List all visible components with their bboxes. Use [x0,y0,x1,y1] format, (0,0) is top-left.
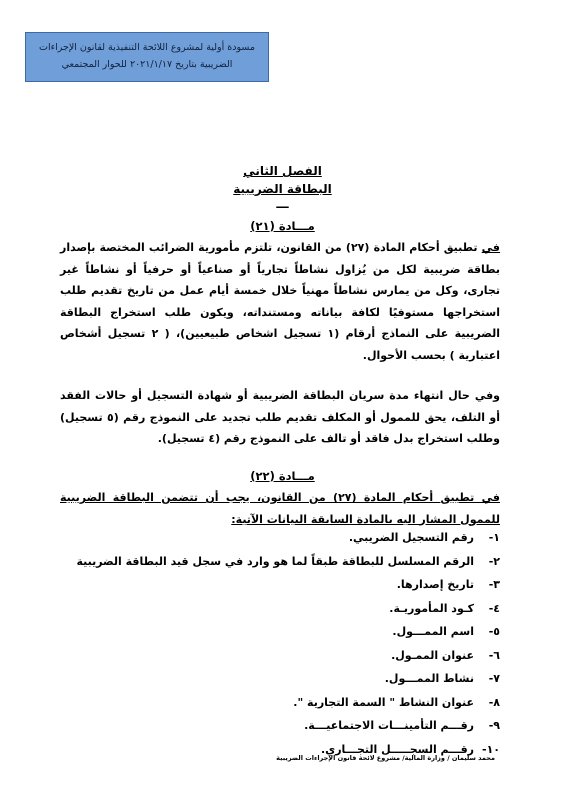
article-21-lead-word: في [481,241,501,254]
list-item [60,550,500,574]
list-item-text: نشاط الممـــول. [384,672,474,685]
list-item [60,620,500,644]
list-item-text: عنوان النشاط " السمة التجارية ". [293,695,474,709]
list-item [60,573,500,597]
list-item-text: رقـــم السجـــــل التجـــاري. [320,742,474,756]
draft-notice-line-1: مسودة أولية لمشروع اللائحة التنفيذية لقانون الإجراءات [39,42,255,53]
chapter-heading [0,162,565,210]
chapter-title: الفصل الثاني [243,164,322,178]
list-item [60,526,500,550]
list-item-number: ٧- [488,672,500,685]
list-item-text: تاريخ إصدارها. [396,578,474,591]
article-21-paragraph-1 [60,237,500,366]
list-item-number: ٣- [488,578,500,591]
article-21-paragraph-1-text: تطبيق أحكام المادة (٢٧) من القانون، تلتزم مأمورية الضرائب المختصة بإصدار بطاقة ضريبية لكل من يُزاول نشاطاً تجارياً أو صناعياً أو حرفياً أو نشاطاً غير تجارى، وكل من يمارس نشاطاً مهنياً خلال خمسة أيام عمل من تاريخ تقديم طلب استخراجها مستوفيًا لكافة بياناته ومستنداته، ويكون طلب استخراج البطاقة الضريبية على النماذج أرقام (١ تسجيل اشخاص طبيعيين)، ( ٢ تسجيل أشخاص اعتبارية ) بحسب الأحوال. [60,241,500,362]
draft-notice-line-2: الضريبية بتاريخ ٢٠٢١/١/١٧ للحوار المجتمعي [61,59,233,70]
page-footer: محمد سليمان / وزارة المالية/ مشروع لائحة قانون الإجراءات الضريبية [276,754,495,762]
article-22-intro: في تطبيق أحكام المادة (٢٧) من القانون، يجب أن تتضمن البطاقة الضريبية للممول المشار اليه بالمادة السابقة البيانات الآتية: [60,491,500,526]
list-item-number: ٨- [488,695,500,709]
article-21-paragraph-2: وفي حال انتهاء مدة سريان البطاقة الضريبية أو شهادة التسجيل أو حالات الفقد أو التلف، يحق للممول أو المكلف تقديم طلب تجديد على النموذج رقم (٥ تسجيل) وطلب استخراج بدل فاقد أو تالف على النموذج رقم (٤ تسجيل). [60,389,500,445]
list-item-text: اسم الممـــول. [392,625,474,638]
heading-dash: ـــ [276,197,289,211]
list-item-number: ٤- [488,601,500,615]
list-item-text: رقم التسجيل الضريبي. [348,531,474,544]
draft-notice-box [25,32,269,82]
article-22-title: مـــادة (٢٢) [250,469,315,483]
list-item-number: ٩- [488,719,500,732]
list-item-number: ١٠- [481,742,500,756]
article-21-title: مـــادة (٢١) [250,219,315,233]
list-item-text: عنوان الممـول. [391,648,474,662]
list-item [60,644,500,668]
list-item-text: الرقم المسلسل للبطاقة طبقاً لما هو وارد في سجل قيد البطاقة الضريبية [76,554,474,568]
list-item [60,714,500,738]
list-item-number: ٦- [488,648,500,662]
list-item-number: ٥- [488,625,500,638]
list-item [60,691,500,715]
list-item-number: ٢- [488,554,500,568]
list-item-text: رقـــم التأمينـــات الاجتماعيـــة. [304,719,474,732]
article-22-items-list [60,526,500,761]
list-item [60,597,500,621]
section-title: البطاقة الضريبية [233,182,332,196]
list-item-text: كـود المأموريـة. [389,601,474,615]
list-item-number: ١- [488,531,500,544]
list-item [60,667,500,691]
